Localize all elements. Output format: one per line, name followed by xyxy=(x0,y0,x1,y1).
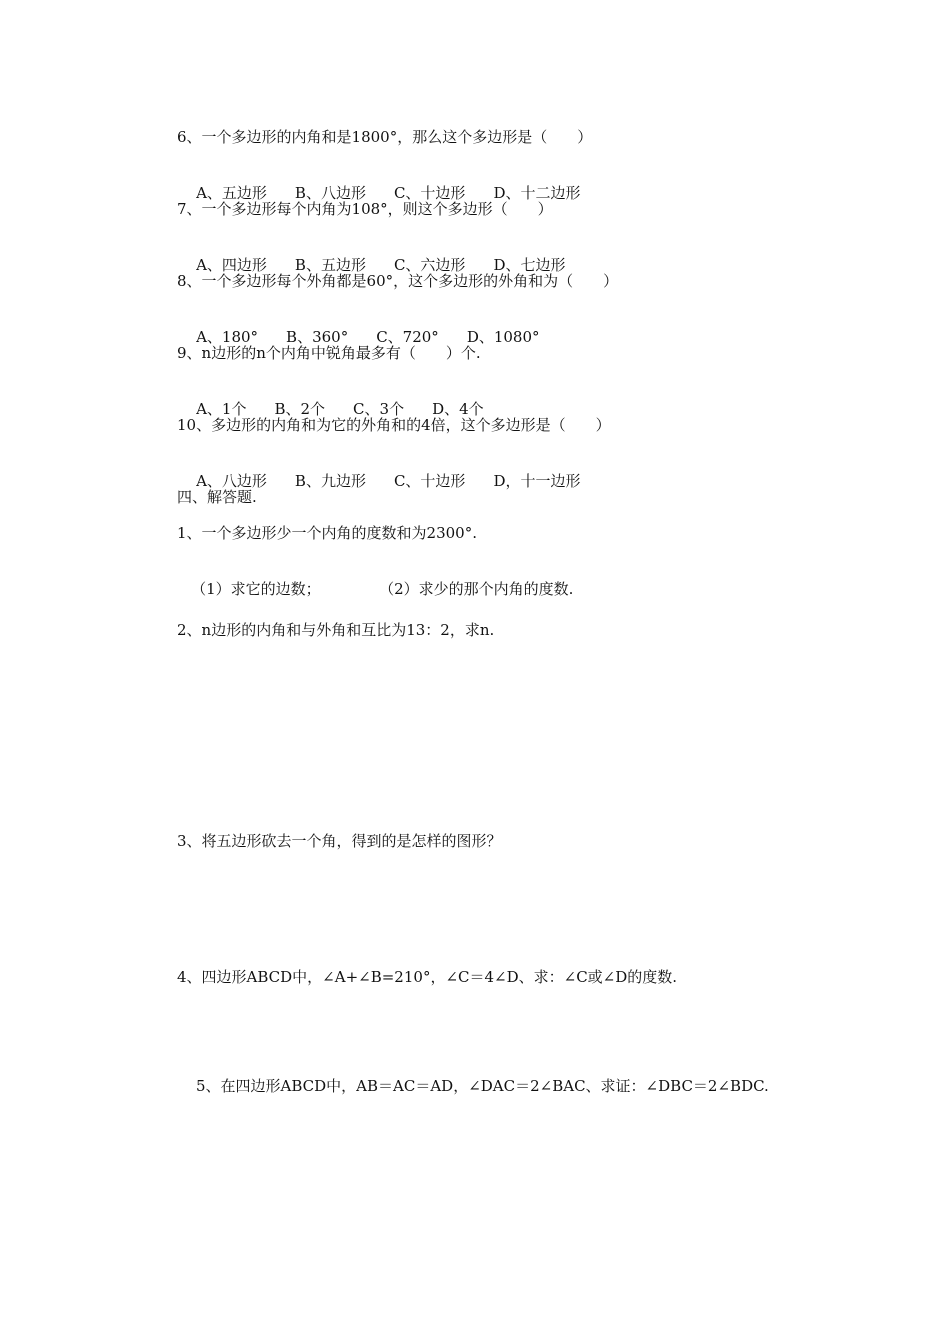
option-b: B、九边形 xyxy=(294,472,366,490)
option-b: B、八边形 xyxy=(294,184,366,202)
option-d: D、4个 xyxy=(432,400,484,418)
option-b: B、2个 xyxy=(274,400,326,418)
option-a: A、八边形 xyxy=(196,472,267,490)
option-a: A、五边形 xyxy=(196,184,267,202)
question-10: 10、多边形的内角和为它的外角和的4倍，这个多边形是（ ） xyxy=(177,416,611,434)
question-7: 7、一个多边形每个内角为108°，则这个多边形（ ） xyxy=(177,200,553,218)
option-a: A、四边形 xyxy=(196,256,267,274)
option-a: A、1个 xyxy=(196,400,247,418)
option-c: C、六边形 xyxy=(393,256,466,274)
question-6: 6、一个多边形的内角和是1800°，那么这个多边形是（ ） xyxy=(177,128,593,146)
problem-5: 5、在四边形ABCD中，AB＝AC＝AD，∠DAC＝2∠BAC、求证：∠DBC＝2∠BDC. xyxy=(196,1077,769,1095)
option-d: D、十二边形 xyxy=(493,184,581,202)
problem-1: 1、一个多边形少一个内角的度数和为2300°. xyxy=(177,524,477,542)
option-d: D、七边形 xyxy=(493,256,566,274)
problem-1-subparts xyxy=(172,559,573,619)
option-c: C、十边形 xyxy=(393,472,466,490)
option-c: C、十边形 xyxy=(393,184,466,202)
option-b: B、360° xyxy=(286,328,349,346)
option-d: D，十一边形 xyxy=(493,472,581,490)
option-d: D、1080° xyxy=(466,328,540,346)
section-title: 四、解答题. xyxy=(177,488,257,506)
problem-1-part-1: （1）求它的边数； xyxy=(191,580,321,598)
question-9: 9、n边形的n个内角中锐角最多有（ ）个. xyxy=(177,344,481,362)
problem-2: 2、n边形的内角和与外角和互比为13：2，求n. xyxy=(177,621,495,639)
option-c: C、720° xyxy=(376,328,439,346)
option-a: A、180° xyxy=(196,328,259,346)
option-c: C、3个 xyxy=(353,400,405,418)
problem-4: 4、四边形ABCD中，∠A+∠B=210°，∠C＝4∠D、求：∠C或∠D的度数. xyxy=(177,968,678,986)
problem-3: 3、将五边形砍去一个角，得到的是怎样的图形？ xyxy=(177,832,502,850)
question-8: 8、一个多边形每个外角都是60°，这个多边形的外角和为（ ） xyxy=(177,272,619,290)
option-b: B、五边形 xyxy=(294,256,366,274)
problem-1-part-2: （2）求少的那个内角的度数. xyxy=(379,580,574,598)
